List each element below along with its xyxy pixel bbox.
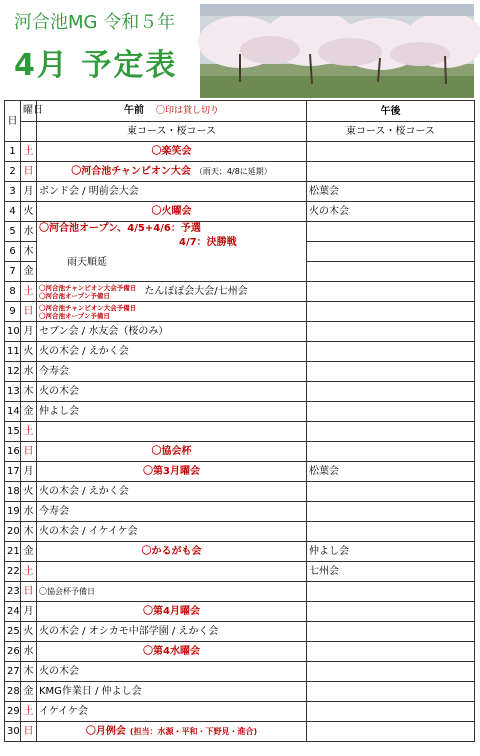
am-event [37, 202, 307, 222]
day-number: 12 [5, 362, 21, 382]
weekday: 月 [21, 462, 37, 482]
weekday: 火 [21, 342, 37, 362]
day-number: 10 [5, 322, 21, 342]
table-row [5, 522, 475, 542]
pm-event: 仲よし会 [307, 542, 475, 562]
day-number: 16 [5, 442, 21, 462]
pm-event [307, 302, 475, 322]
pm-event [307, 322, 475, 342]
table-row [5, 542, 475, 562]
pm-event: 火の木会 [307, 202, 475, 222]
am-event: 火の木会 / イケイケ会 [37, 522, 307, 542]
merged-event-cell [37, 222, 307, 282]
table-row [5, 502, 475, 522]
am-event: 今寿会 [37, 502, 307, 522]
event-title: 〇河合池チャンピオン大会 [71, 166, 191, 177]
event-note: (担当：水源・平和・下野見・進合) [129, 727, 258, 736]
weekday: 火 [21, 202, 37, 222]
am-event: 火の木会 / オシカモ中部学園 / えかく会 [37, 622, 307, 642]
pm-event [307, 482, 475, 502]
title-line2: 4月 予定表 [14, 48, 178, 83]
event-title: 〇第4水曜会 [143, 646, 200, 657]
event-title: 〇かるがも会 [141, 546, 202, 557]
day-number: 25 [5, 622, 21, 642]
day-number: 20 [5, 522, 21, 542]
table-row [5, 602, 475, 622]
weekday: 水 [21, 502, 37, 522]
day-number: 29 [5, 702, 21, 722]
pm-event [307, 242, 475, 262]
pm-event [307, 722, 475, 742]
pm-event [307, 582, 475, 602]
weekday: 火 [21, 622, 37, 642]
am-event [37, 162, 307, 182]
pm-event [307, 502, 475, 522]
day-number: 26 [5, 642, 21, 662]
event-title: 〇協会杯予備日 [39, 587, 95, 596]
weekday: 土 [21, 282, 37, 302]
day-number: 14 [5, 402, 21, 422]
weekday: 土 [21, 422, 37, 442]
day-number: 21 [5, 542, 21, 562]
table-row [5, 482, 475, 502]
day-number: 13 [5, 382, 21, 402]
event-title: 〇第4月曜会 [143, 606, 200, 617]
am-event [37, 642, 307, 662]
day-number: 22 [5, 562, 21, 582]
table-row [5, 382, 475, 402]
schedule-table [4, 100, 475, 742]
weekday: 日 [21, 582, 37, 602]
weekday: 月 [21, 602, 37, 622]
pm-event [307, 142, 475, 162]
table-row [5, 662, 475, 682]
table-row [5, 202, 475, 222]
pm-event [307, 442, 475, 462]
day-number: 18 [5, 482, 21, 502]
course-pm: 東コース・桜コース [307, 122, 475, 142]
header-day: 日 [5, 101, 21, 142]
day-number: 27 [5, 662, 21, 682]
weekday: 金 [21, 542, 37, 562]
weekday: 土 [21, 142, 37, 162]
weekday: 木 [21, 242, 37, 262]
weekday: 日 [21, 442, 37, 462]
table-row [5, 222, 475, 242]
event-title: 〇協会杯 [151, 446, 192, 457]
header-am-note: 〇印は貸し切り [155, 106, 219, 116]
pm-event [307, 642, 475, 662]
weekday: 火 [21, 482, 37, 502]
pm-event [307, 522, 475, 542]
day-number: 15 [5, 422, 21, 442]
table-row [5, 682, 475, 702]
pm-event [307, 162, 475, 182]
event-note: （雨天；4/8に延期） [194, 167, 272, 176]
pm-event [307, 402, 475, 422]
am-event: KMG作業日 / 仲よし会 [37, 682, 307, 702]
pm-event [307, 382, 475, 402]
table-row [5, 622, 475, 642]
table-row [5, 162, 475, 182]
pm-event [307, 262, 475, 282]
am-event [37, 142, 307, 162]
table-row [5, 722, 475, 742]
day-number: 4 [5, 202, 21, 222]
weekday: 土 [21, 702, 37, 722]
weekday: 木 [21, 382, 37, 402]
header-am: 午前 〇印は貸し切り [37, 101, 307, 122]
pm-event [307, 422, 475, 442]
am-event [37, 422, 307, 442]
table-row [5, 342, 475, 362]
reserve-note: 〇河合池オープン予備日 [39, 291, 110, 300]
day-number: 17 [5, 462, 21, 482]
am-event: イケイケ会 [37, 702, 307, 722]
day-number: 3 [5, 182, 21, 202]
weekday: 水 [21, 362, 37, 382]
reserve-note: 〇河合池オープン予備日 [39, 311, 110, 320]
pm-event [307, 702, 475, 722]
pm-event: 松葉会 [307, 462, 475, 482]
table-row [5, 442, 475, 462]
weekday: 月 [21, 182, 37, 202]
am-event [37, 722, 307, 742]
pm-event [307, 342, 475, 362]
pm-event [307, 362, 475, 382]
course-am: 東コース・桜コース [37, 122, 307, 142]
day-number: 24 [5, 602, 21, 622]
day-number: 2 [5, 162, 21, 182]
weekday: 木 [21, 662, 37, 682]
day-number: 7 [5, 262, 21, 282]
table-row [5, 462, 475, 482]
weekday: 水 [21, 642, 37, 662]
table-row [5, 702, 475, 722]
am-event: 火の木会 / えかく会 [37, 482, 307, 502]
table-row [5, 302, 475, 322]
table-row [5, 282, 475, 302]
pm-event: 七州会 [307, 562, 475, 582]
day-number: 28 [5, 682, 21, 702]
day-number: 23 [5, 582, 21, 602]
reserve-note: 〇河合池チャンピオン大会予備日 [39, 303, 137, 312]
cherry-blossom-photo [200, 4, 474, 98]
weekday: 月 [21, 322, 37, 342]
day-number: 5 [5, 222, 21, 242]
reserve-day-cell [37, 302, 307, 322]
day-number: 19 [5, 502, 21, 522]
am-event: 火の木会 / えかく会 [37, 342, 307, 362]
weekday: 日 [21, 162, 37, 182]
event-title: 〇火曜会 [151, 206, 192, 217]
am-event: 火の木会 [37, 662, 307, 682]
am-event [37, 462, 307, 482]
table-row [5, 402, 475, 422]
table-row [5, 142, 475, 162]
pm-event [307, 682, 475, 702]
event-title: 〇月例会 [85, 726, 126, 737]
day-number: 30 [5, 722, 21, 742]
am-event [37, 582, 307, 602]
pm-event: 松葉会 [307, 182, 475, 202]
weekday: 金 [21, 682, 37, 702]
final-text: 4/7：決勝戦 [179, 237, 237, 248]
event-text: たんぽぽ会大会/七州会 [144, 286, 248, 297]
title-line1: 河合池MG 令和５年 [14, 12, 176, 33]
pm-event [307, 662, 475, 682]
weekday: 日 [21, 722, 37, 742]
day-number: 6 [5, 242, 21, 262]
table-row [5, 582, 475, 602]
weekday: 日 [21, 302, 37, 322]
pm-event [307, 282, 475, 302]
rain-note: 雨天順延 [67, 257, 107, 268]
pm-event [307, 602, 475, 622]
day-number: 1 [5, 142, 21, 162]
day-number: 8 [5, 282, 21, 302]
event-title: 〇第3月曜会 [143, 466, 200, 477]
weekday: 水 [21, 222, 37, 242]
table-row [5, 642, 475, 662]
event-title: 〇楽笑会 [151, 146, 192, 157]
am-event: ボンド会 / 明前会大会 [37, 182, 307, 202]
am-event [37, 602, 307, 622]
pm-event [307, 622, 475, 642]
table-row [5, 562, 475, 582]
open-tournament-text: 〇河合池オープン、4/5+4/6：予選 [39, 223, 201, 234]
table-row [5, 422, 475, 442]
reserve-note: 〇河合池チャンピオン大会予備日 [39, 283, 137, 292]
pm-event [307, 222, 475, 242]
table-row [5, 182, 475, 202]
table-row [5, 322, 475, 342]
day-number: 9 [5, 302, 21, 322]
table-row [5, 362, 475, 382]
am-event: 火の木会 [37, 382, 307, 402]
am-event: 今寿会 [37, 362, 307, 382]
day-number: 11 [5, 342, 21, 362]
weekday: 木 [21, 522, 37, 542]
weekday: 金 [21, 402, 37, 422]
header-weekday: 曜日 [21, 101, 37, 122]
reserve-day-cell [37, 282, 307, 302]
am-event [37, 442, 307, 462]
am-event: セブン会 / 水友会（桜のみ） [37, 322, 307, 342]
weekday: 金 [21, 262, 37, 282]
am-event [37, 562, 307, 582]
am-event [37, 542, 307, 562]
am-event: 仲よし会 [37, 402, 307, 422]
weekday: 土 [21, 562, 37, 582]
header-pm: 午後 [307, 101, 475, 122]
